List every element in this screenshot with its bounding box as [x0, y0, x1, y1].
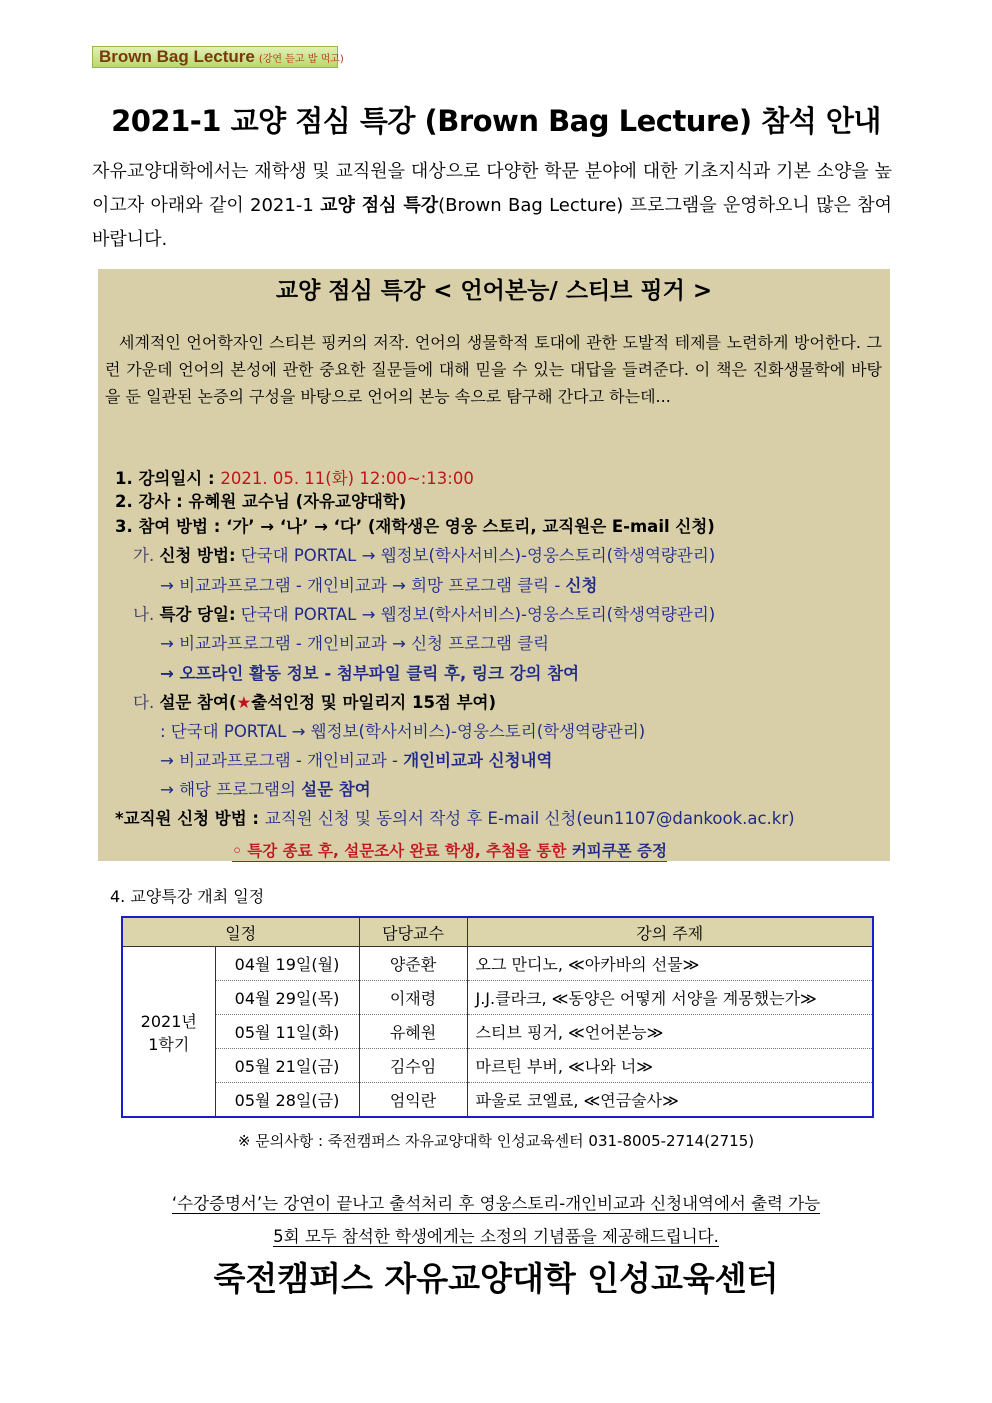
step-da-line3-bold: 개인비교과 신청내역	[403, 751, 553, 770]
table-row	[122, 981, 873, 1015]
step-da	[133, 692, 496, 714]
gift-note	[0, 1223, 992, 1247]
badge-main: Brown Bag Lecture	[99, 47, 255, 66]
step-da-line4-bold: 설문 참여	[301, 780, 371, 799]
step-da-label: 다.	[133, 693, 160, 712]
coupon-notice-text: ◦ 특강 종료 후, 설문조사 완료 학생, 추첨을 통한	[232, 842, 572, 860]
staff-method	[115, 808, 795, 830]
header-date: 일정	[122, 917, 359, 947]
step-na-line3: → 오프라인 활동 정보 - 첨부파일 클릭 후, 링크 강의 참여	[160, 664, 580, 683]
table-row	[122, 1015, 873, 1049]
intro-text-1: 자유교양대학에서는 재학생 및 교직원을 대상으로 다양한 학문 분야에 대한 기초지식과 기본 소양을 높이고자 아래와 같이 2021-1	[92, 161, 892, 216]
staff-method-text: 교직원 신청 및 동의서 작성 후 E-mail 신청(eun1107@dankook.ac.kr)	[264, 809, 795, 828]
step-ga-line2-bold: 신청	[565, 576, 598, 595]
topic-cell: J.J.클라크, ≪동양은 어떻게 서양을 계몽했는가≫	[467, 981, 873, 1015]
step-da-line3-text: → 비교과프로그램 - 개인비교과 -	[160, 751, 404, 770]
step-da-line4-text: → 해당 프로그램의	[160, 780, 302, 799]
step-da-line4	[160, 779, 371, 801]
table-row	[122, 1083, 873, 1118]
item-1-value: 2021. 05. 11(화) 12:00~:13:00	[220, 469, 474, 488]
coupon-notice	[232, 839, 667, 862]
table-row	[122, 1049, 873, 1083]
topic-cell: 파울로 코엘료, ≪연금술사≫	[467, 1083, 873, 1118]
date-cell: 04월 19일(월)	[215, 947, 359, 981]
topic-cell: 오그 만디노, ≪아카바의 선물≫	[467, 947, 873, 981]
professor-cell: 김수임	[359, 1049, 467, 1083]
step-da-line2: : 단국대 PORTAL → 웹정보(학사서비스)-영웅스토리(학생역량관리)	[160, 722, 646, 741]
step-da-line3	[160, 750, 552, 772]
step-da-bold2: 출석인정 및 마일리지 15점 부여)	[251, 693, 497, 712]
step-na-text: 단국대 PORTAL → 웹정보(학사서비스)-영웅스토리(학생역량관리)	[235, 605, 716, 624]
professor-cell: 유혜원	[359, 1015, 467, 1049]
intro-paragraph	[92, 155, 892, 257]
step-na-bold: 특강 당일:	[159, 605, 236, 624]
item-3: 3. 참여 방법 : ‘가’ → ‘나’ → ‘다’ (재학생은 영웅 스토리, 교직원은 E-mail 신청)	[115, 517, 715, 536]
header-professor: 담당교수	[359, 917, 467, 947]
date-cell: 05월 28일(금)	[215, 1083, 359, 1118]
step-ga	[133, 545, 715, 567]
step-ga-bold: 신청 방법:	[159, 546, 236, 565]
organization-name: 죽전캠퍼스 자유교양대학 인성교육센터	[213, 1259, 779, 1298]
item-1	[115, 468, 474, 490]
table-header-row	[122, 917, 873, 947]
lecture-title: 교양 점심 특강 < 언어본능/ 스티브 핑거 >	[275, 278, 713, 304]
item-2: 2. 강사 : 유혜원 교수님 (자유교양대학)	[115, 492, 407, 511]
topic-cell: 마르틴 부버, ≪나와 너≫	[467, 1049, 873, 1083]
certificate-note-text: ‘수강증명서’는 강연이 끝나고 출석처리 후 영웅스토리-개인비교과 신청내역에서 출력 가능	[171, 1194, 821, 1213]
lecture-info-box	[98, 269, 890, 861]
badge-sub: (강연 듣고 밥 먹고)	[258, 53, 344, 65]
table-row	[122, 947, 873, 981]
term-cell: 2021년 1학기	[122, 947, 215, 1118]
page-title: 2021-1 교양 점심 특강 (Brown Bag Lecture) 참석 안내	[111, 104, 881, 138]
step-da-bold1: 설문 참여(	[159, 693, 237, 712]
section-4-heading: 4. 교양특강 개최 일정	[110, 887, 265, 906]
date-cell: 05월 11일(화)	[215, 1015, 359, 1049]
professor-cell: 엄익란	[359, 1083, 467, 1118]
header-topic: 강의 주제	[467, 917, 873, 947]
step-na	[133, 604, 715, 626]
step-ga-line2	[160, 575, 597, 597]
contact-info: ※ 문의사항 : 죽전캠퍼스 자유교양대학 인성교육센터 031-8005-2714(2715)	[237, 1132, 755, 1150]
staff-method-label: *교직원 신청 방법 :	[115, 809, 265, 828]
date-cell: 05월 21일(금)	[215, 1049, 359, 1083]
topic-cell: 스티브 핑거, ≪언어본능≫	[467, 1015, 873, 1049]
certificate-note	[0, 1190, 992, 1214]
intro-bold: 교양 점심 특강	[320, 195, 439, 216]
gift-note-text: 5회 모두 참석한 학생에게는 소정의 기념품을 제공해드립니다.	[273, 1227, 719, 1246]
star-icon: ★	[236, 693, 252, 712]
step-ga-label: 가.	[133, 546, 160, 565]
step-na-label: 나.	[133, 605, 160, 624]
lecture-description: 세계적인 언어학자인 스티븐 핑커의 저작. 언어의 생물학적 토대에 관한 도발적 테제를 노련하게 방어한다. 그런 가운데 언어의 본성에 관한 중요한 질문들에 대해 믿을 수 있는 대답을 들려준다. 이 책은 진화생물학에 바탕을 둔 일관된 논증의 구성을 바탕으로 언어의 본능 속으로 탐구해 간다고 하는데...	[105, 333, 882, 406]
step-ga-text: 단국대 PORTAL → 웹정보(학사서비스)-영웅스토리(학생역량관리)	[235, 546, 716, 565]
step-na-line2: → 비교과프로그램 - 개인비교과 → 신청 프로그램 클릭	[160, 634, 550, 653]
step-ga-line2-text: → 비교과프로그램 - 개인비교과 → 희망 프로그램 클릭 -	[160, 576, 566, 595]
schedule-table	[121, 916, 874, 1118]
professor-cell: 양준환	[359, 947, 467, 981]
intro-text-2: (Brown Bag Lecture) 프로그램을 운영하오니 많은 참여 바랍니다.	[92, 195, 892, 250]
professor-cell: 이재령	[359, 981, 467, 1015]
brown-bag-badge	[92, 46, 344, 68]
date-cell: 04월 29일(목)	[215, 981, 359, 1015]
coupon-notice-highlight: 커피쿠폰 증정	[571, 842, 668, 860]
item-1-label: 1. 강의일시 :	[115, 469, 221, 488]
